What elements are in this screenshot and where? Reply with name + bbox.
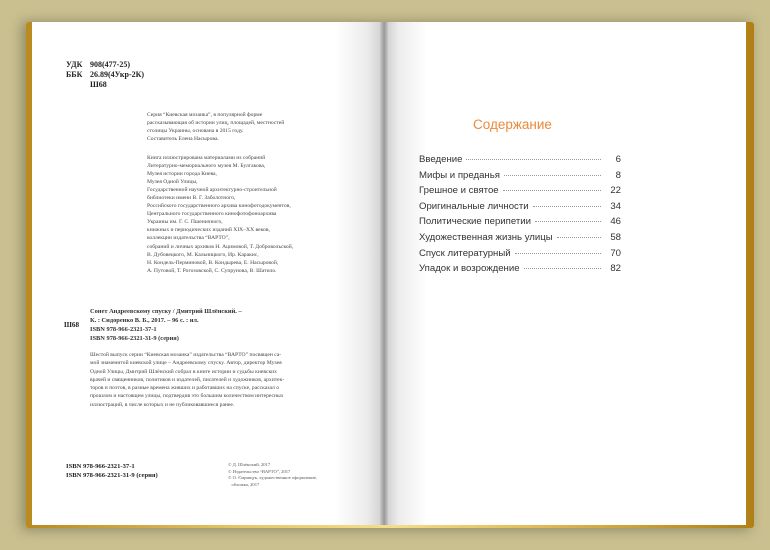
record-text: Сонет Андреевскому спуску / Дмитрий Шлёнский. – К. : Сидоренко В. Б., 2017. – 96 с. : ил. ISBN 978-966-2321-37-1 ISBN 978-966-2321-31-9 (серия) <box>90 308 242 342</box>
toc-item: Введение 6 <box>419 154 621 165</box>
classification-row: ББК 26.89(4Укр-2К) <box>66 70 145 79</box>
toc-leader <box>466 159 601 160</box>
toc-leader <box>524 268 601 269</box>
toc-leader <box>504 175 601 176</box>
author-mark: Ш68 <box>64 321 80 329</box>
toc-item: Художественная жизнь улицы 58 <box>419 231 621 243</box>
toc-item: Упадок и возрождение 82 <box>419 263 621 275</box>
toc-item: Политические перипетии 46 <box>419 216 621 228</box>
classification-codes <box>66 60 144 90</box>
annotation: Шестой выпуск серии “Киевская мозаика” издательства “ВАРТО” посвящен са- мой знаменитой киевской улице – Андреевскому спуску. Автор, директор Музея Одной Улицы, Дмитрий Шлёнский собрал в книге истории и судьбы киевских врачей и священников, политиков и издателей, писателей и художников, архитек- торов и поэтов, в разные времена живших и работавших на спуске, рассказал о прошлом и настоящем улицы, подтвердив это большим количеством интересных иллюстраций, в числе которых и не публиковавшиеся ранее. <box>90 352 285 408</box>
toc-item: Грешное и святое 22 <box>419 185 621 197</box>
toc-title: Содержание <box>473 117 552 132</box>
toc-leader <box>503 190 601 191</box>
toc-item: Спуск литературный 70 <box>419 247 621 259</box>
series-intro: Серия “Киевская мозаика”, в популярной форме рассказывающая об истории улиц, площадей, местностей столицы Украины, основана в 2015 году. Составитель Елена Насырова. <box>147 112 285 142</box>
toc-leader <box>557 237 601 238</box>
toc-leader <box>533 206 601 207</box>
illustration-sources: Книга иллюстрирована материалами из собраний Литературно-мемориального музея М. Булгакова, Музея истории города Киева, Музея Одной Улицы, Государственной научной архитектурно-строительной библиотеки имени В. Г. Заболотного, Российского государственного архива кинофотодокументов, Центрального государственного кинофотофоноархива Украины им. Г. С. Пшеничного, книжных и периодических изданий XIX–XX веков, коллекции издательства “ВАРТО”, собраний и личных архивов Н. Ацимовой, Т. Добровольской, В. Дубовецкого, М. Кальницкого, Ир. Каракис, Н. Кондель-Перминовой, В. Кондырева, Е. Насыровой, А. Путовой, Т. Рогозовской, С. Супруновa, В. Шатило. <box>147 155 294 274</box>
classification-row: Ш68 <box>90 80 107 89</box>
toc-item: Мифы и преданья 8 <box>419 169 621 181</box>
copyright-block: © Д. Шлёнский, 2017 © Издательство “ВАРТО”, 2017 © О. Ємрищук, художественное оформление, обложка, 2017 <box>228 462 318 487</box>
toc-leader <box>535 221 601 222</box>
classification-row: УДК 908(477-25) <box>66 60 130 69</box>
toc-item: Оригинальные личности 34 <box>419 200 621 212</box>
book-spine <box>380 22 388 525</box>
isbn-block: ISBN 978-966-2321-37-1 ISBN 978-966-2321-31-9 (серия) <box>66 463 158 479</box>
table-of-contents <box>419 154 621 279</box>
toc-leader <box>515 253 601 254</box>
